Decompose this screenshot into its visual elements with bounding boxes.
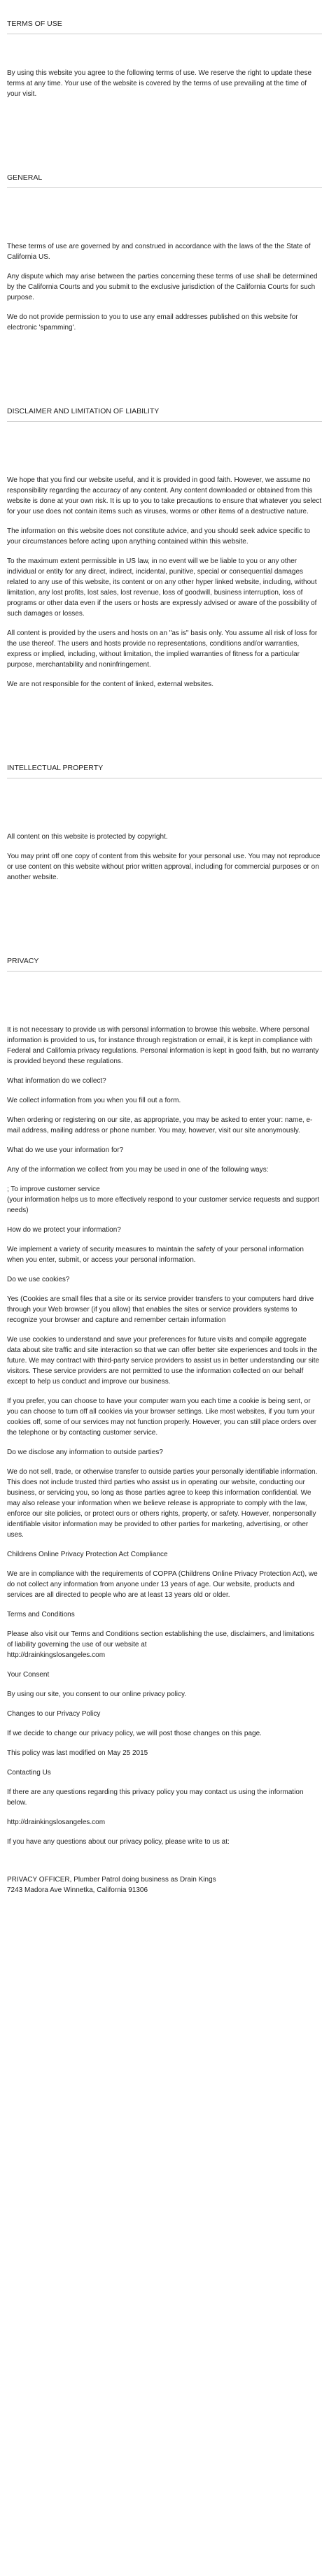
privacy-paragraph: We are in compliance with the requirements of COPPA (Childrens Online Privacy Protection Act), we do not collect any information from anyone under 13 years of age. Our website, products and services are all directed to people who are at least 13 years old or older. — [7, 1570, 318, 1599]
disclaimer-title: DISCLAIMER AND LIMITATION OF LIABILITY — [7, 407, 160, 415]
address-line: 7243 Madora Ave Winnetka, California 91306 — [7, 1886, 148, 1894]
terms-of-use-section — [7, 19, 322, 99]
privacy-paragraph: When ordering or registering on our site, as appropriate, you may be asked to enter your: name, e-mail address, mailing address or phone number. You may, however, visit our site anonymously. — [7, 1116, 313, 1134]
privacy-paragraph: This policy was last modified on May 25 2015 — [7, 1749, 148, 1757]
general-section — [7, 173, 322, 333]
disclaimer-paragraph: We hope that you find our website useful, and it is provided in good faith. However, we assume no responsibility regarding the accuracy of any content. Any content downloaded or obtained from this website is done at your own risk. It is up to you to take precautions to ensure that whatever you select for your use does not contain items such as viruses, worms or other items of a destructive nature. — [7, 476, 322, 515]
privacy-paragraph — [7, 1629, 322, 1660]
privacy-question: Childrens Online Privacy Protection Act Compliance — [7, 1551, 168, 1558]
privacy-title: PRIVACY — [7, 957, 39, 965]
terms-of-use-title: TERMS OF USE — [7, 20, 62, 28]
privacy-question: What information do we collect? — [7, 1077, 106, 1085]
terms-conditions-text: Please also visit our Terms and Conditions section establishing the use, disclaimers, and limitations of liability governing the use of our website at — [7, 1630, 314, 1649]
privacy-paragraph: If we decide to change our privacy policy, we will post those changes on this page. — [7, 1730, 262, 1737]
privacy-paragraph: If there are any questions regarding this privacy policy you may contact us using the information below. — [7, 1788, 304, 1807]
privacy-question: Changes to our Privacy Policy — [7, 1710, 101, 1718]
privacy-paragraph: We implement a variety of security measures to maintain the safety of your personal information when you enter, submit, or access your personal information. — [7, 1246, 304, 1264]
privacy-paragraph: Yes (Cookies are small files that a site or its service provider transfers to your computers hard drive through your Web browser (if you allow) that enables the sites or service providers systems to recognize your browser and capture and remember certain information — [7, 1295, 314, 1324]
disclaimer-paragraph: To the maximum extent permissible in US law, in no event will we be liable to you or any other individual or entity for any direct, indirect, incidental, punitive, special or consequential damages related to any use of this website, its content or on any other hyper linked website, including, without limitation, any lost profits, lost sales, lost revenue, loss of goodwill, business interruption, loss of programs or other data even if the users or hosts are expressly advised or aware of the possibility of such damages or losses. — [7, 557, 317, 618]
disclaimer-paragraph: All content is provided by the users and hosts on an "as is" basis only. You assume all risk of loss for the use thereof. The users and hosts provide no representations, conditions and/or warranties, express or implied, including, without limitation, the implied warranties of fitness for a particular purpose, merchantability and noninfringement. — [7, 629, 318, 669]
general-paragraph: These terms of use are governed by and construed in accordance with the laws of the the State of California US. — [7, 243, 311, 261]
privacy-question: Contacting Us — [7, 1769, 51, 1777]
disclaimer-section — [7, 406, 322, 690]
privacy-officer-line: PRIVACY OFFICER, Plumber Patrol doing business as Drain Kings — [7, 1876, 216, 1884]
privacy-paragraph: Any of the information we collect from you may be used in one of the following ways: — [7, 1166, 269, 1174]
privacy-paragraph: We do not sell, trade, or otherwise transfer to outside parties your personally identifiable information. This does not include trusted third parties who assist us in operating our website, conducting our business, or servicing you, so long as those parties agree to keep this information confidential. We may also release your information when we believe release is appropriate to comply with the law, enforce our site policies, or protect ours or others rights, property, or safety. However, nonpersonally identifiable visitor information may be provided to other parties for marketing, advertising, or other uses. — [7, 1468, 318, 1539]
privacy-question: What do we use your information for? — [7, 1146, 124, 1154]
intellectual-property-title: INTELLECTUAL PROPERTY — [7, 764, 104, 772]
privacy-question: Your Consent — [7, 1671, 50, 1679]
general-title: GENERAL — [7, 173, 43, 182]
privacy-list-item — [7, 1184, 322, 1216]
general-paragraph: We do not provide permission to you to use any email addresses published on this website for electronic 'spamming'. — [7, 313, 298, 332]
privacy-paragraph: If you have any questions about our privacy policy, please write to us at: — [7, 1838, 230, 1846]
terms-conditions-url: http://drainkingslosangeles.com — [7, 1651, 106, 1659]
privacy-paragraph: We collect information from you when you fill out a form. — [7, 1097, 181, 1104]
privacy-question: Terms and Conditions — [7, 1611, 75, 1618]
website-url: http://drainkingslosangeles.com — [7, 1819, 106, 1826]
ip-paragraph: All content on this website is protected by copyright. — [7, 833, 168, 841]
ip-paragraph: You may print off one copy of content from this website for your personal use. You may not reproduce or use content on this website without prior written approval, including for commercial purposes or on another website. — [7, 853, 321, 881]
terms-intro-paragraph: By using this website you agree to the following terms of use. We reserve the right to update these terms at any time. Your use of the website is covered by the terms of use prevailing at the time of your visit. — [7, 69, 312, 98]
privacy-paragraph: By using our site, you consent to our online privacy policy. — [7, 1691, 187, 1698]
disclaimer-paragraph: We are not responsible for the content of linked, external websites. — [7, 681, 214, 688]
disclaimer-paragraph: The information on this website does not constitute advice, and you should seek advice specific to your circumstances before acting upon anything contained within this website. — [7, 527, 311, 546]
privacy-question: Do we disclose any information to outside parties? — [7, 1449, 163, 1456]
privacy-paragraph: We use cookies to understand and save your preferences for future visits and compile aggregate data about site traffic and site interaction so that we can offer better site experiences and tools in the future. We may contract with third-party service providers to assist us in better understanding our site visitors. These service providers are not permitted to use the information collected on our behalf except to help us conduct and improve our business. — [7, 1336, 320, 1386]
privacy-paragraph: If you prefer, you can choose to have your computer warn you each time a cookie is being sent, or you can choose to turn off all cookies via your browser settings. Like most websites, if you turn your cookies off, some of our services may not function properly. However, you can still place orders over the telephone or by contacting customer service. — [7, 1397, 317, 1437]
list-item-heading: ; To improve customer service — [7, 1186, 100, 1193]
privacy-question: Do we use cookies? — [7, 1276, 70, 1283]
intellectual-property-section — [7, 763, 322, 883]
list-item-detail: (your information helps us to more effectively respond to your customer service requests and support needs) — [7, 1196, 320, 1214]
general-paragraph: Any dispute which may arise between the parties concerning these terms of use shall be determined by the California Courts and you submit to the exclusive jurisdiction of the California Courts for such purpose. — [7, 273, 318, 301]
privacy-section — [7, 956, 322, 1895]
privacy-question: How do we protect your information? — [7, 1226, 121, 1234]
privacy-paragraph: It is not necessary to provide us with personal information to browse this website. Where personal information is provided to us, for instance through registration or email, it is kept in compliance with Federal and California privacy regulations. Personal information is kept in good faith, but no warranty is provided beyond these regulations. — [7, 1026, 319, 1065]
